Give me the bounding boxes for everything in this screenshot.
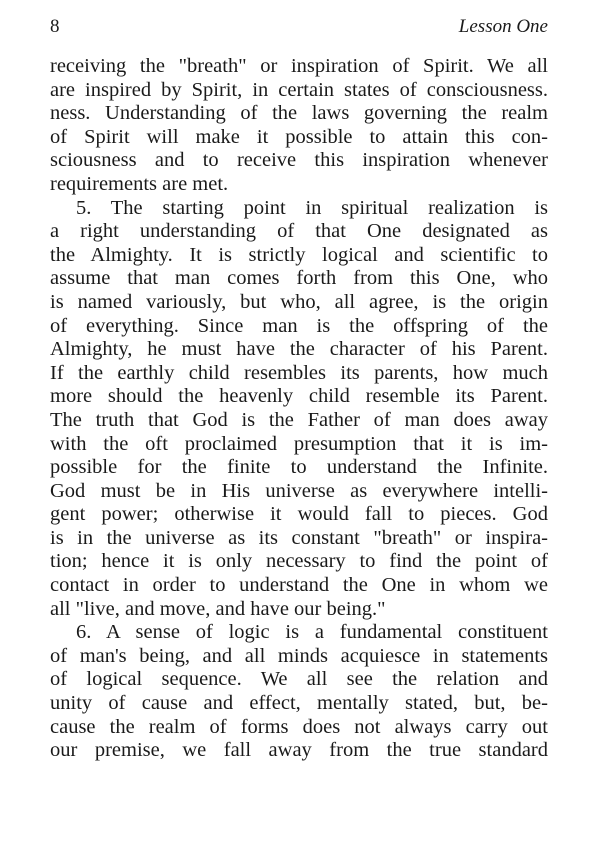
paragraph-5-start: 5. The starting point in spiritual realization is: [76, 196, 548, 219]
text-line: the Almighty. It is strictly logical and scientific to: [50, 243, 548, 266]
text-line: is in the universe as its constant "breath" or inspira-: [50, 526, 548, 549]
text-line: The truth that God is the Father of man does away: [50, 408, 548, 431]
text-line: Almighty, he must have the character of his Parent.: [50, 338, 548, 361]
text-line: more should the heavenly child resemble its Parent.: [50, 385, 548, 408]
text-line: gent power; otherwise it would fall to pieces. God: [50, 503, 548, 526]
text-line: are inspired by Spirit, in certain states of consciousness.: [50, 78, 548, 101]
paragraph-6-start: 6. A sense of logic is a fundamental constituent: [76, 621, 548, 644]
text-line: of everything. Since man is the offspring of the: [50, 314, 548, 337]
page-header: [50, 16, 548, 40]
text-line: our premise, we fall away from the true standard: [50, 739, 548, 762]
text-line: tion; hence it is only necessary to find the point of: [50, 550, 548, 573]
text-line: of logical sequence. We all see the relation and: [50, 668, 548, 691]
text-line: receiving the "breath" or inspiration of Spirit. We all: [50, 55, 548, 77]
running-head: Lesson One: [458, 16, 548, 37]
text-line: contact in order to understand the One in whom we: [50, 574, 548, 597]
body-text: [50, 55, 548, 763]
text-line: cause the realm of forms does not always carry out: [50, 715, 548, 738]
page-number: 8: [50, 16, 60, 37]
text-line: a right understanding of that One designated as: [50, 220, 548, 243]
text-line: God must be in His universe as everywhere intelli-: [50, 479, 548, 502]
text-line: all "live, and move, and have our being.": [50, 597, 386, 620]
text-line: ness. Understanding of the laws governing the realm: [50, 102, 548, 125]
text-line: sciousness and to receive this inspiration whenever: [50, 149, 548, 172]
text-line: is named variously, but who, all agree, is the origin: [50, 290, 548, 313]
text-line: with the oft proclaimed presumption that it is im-: [50, 432, 548, 455]
text-line: possible for the finite to understand the Infinite.: [50, 456, 548, 479]
text-line: of man's being, and all minds acquiesce in statements: [50, 644, 548, 667]
text-line: unity of cause and effect, mentally stated, but, be-: [50, 692, 548, 715]
text-line: requirements are met.: [50, 172, 229, 195]
text-line: assume that man comes forth from this One, who: [50, 267, 548, 290]
text-line: of Spirit will make it possible to attain this con-: [50, 125, 548, 148]
text-line: If the earthly child resembles its parents, how much: [50, 361, 548, 384]
